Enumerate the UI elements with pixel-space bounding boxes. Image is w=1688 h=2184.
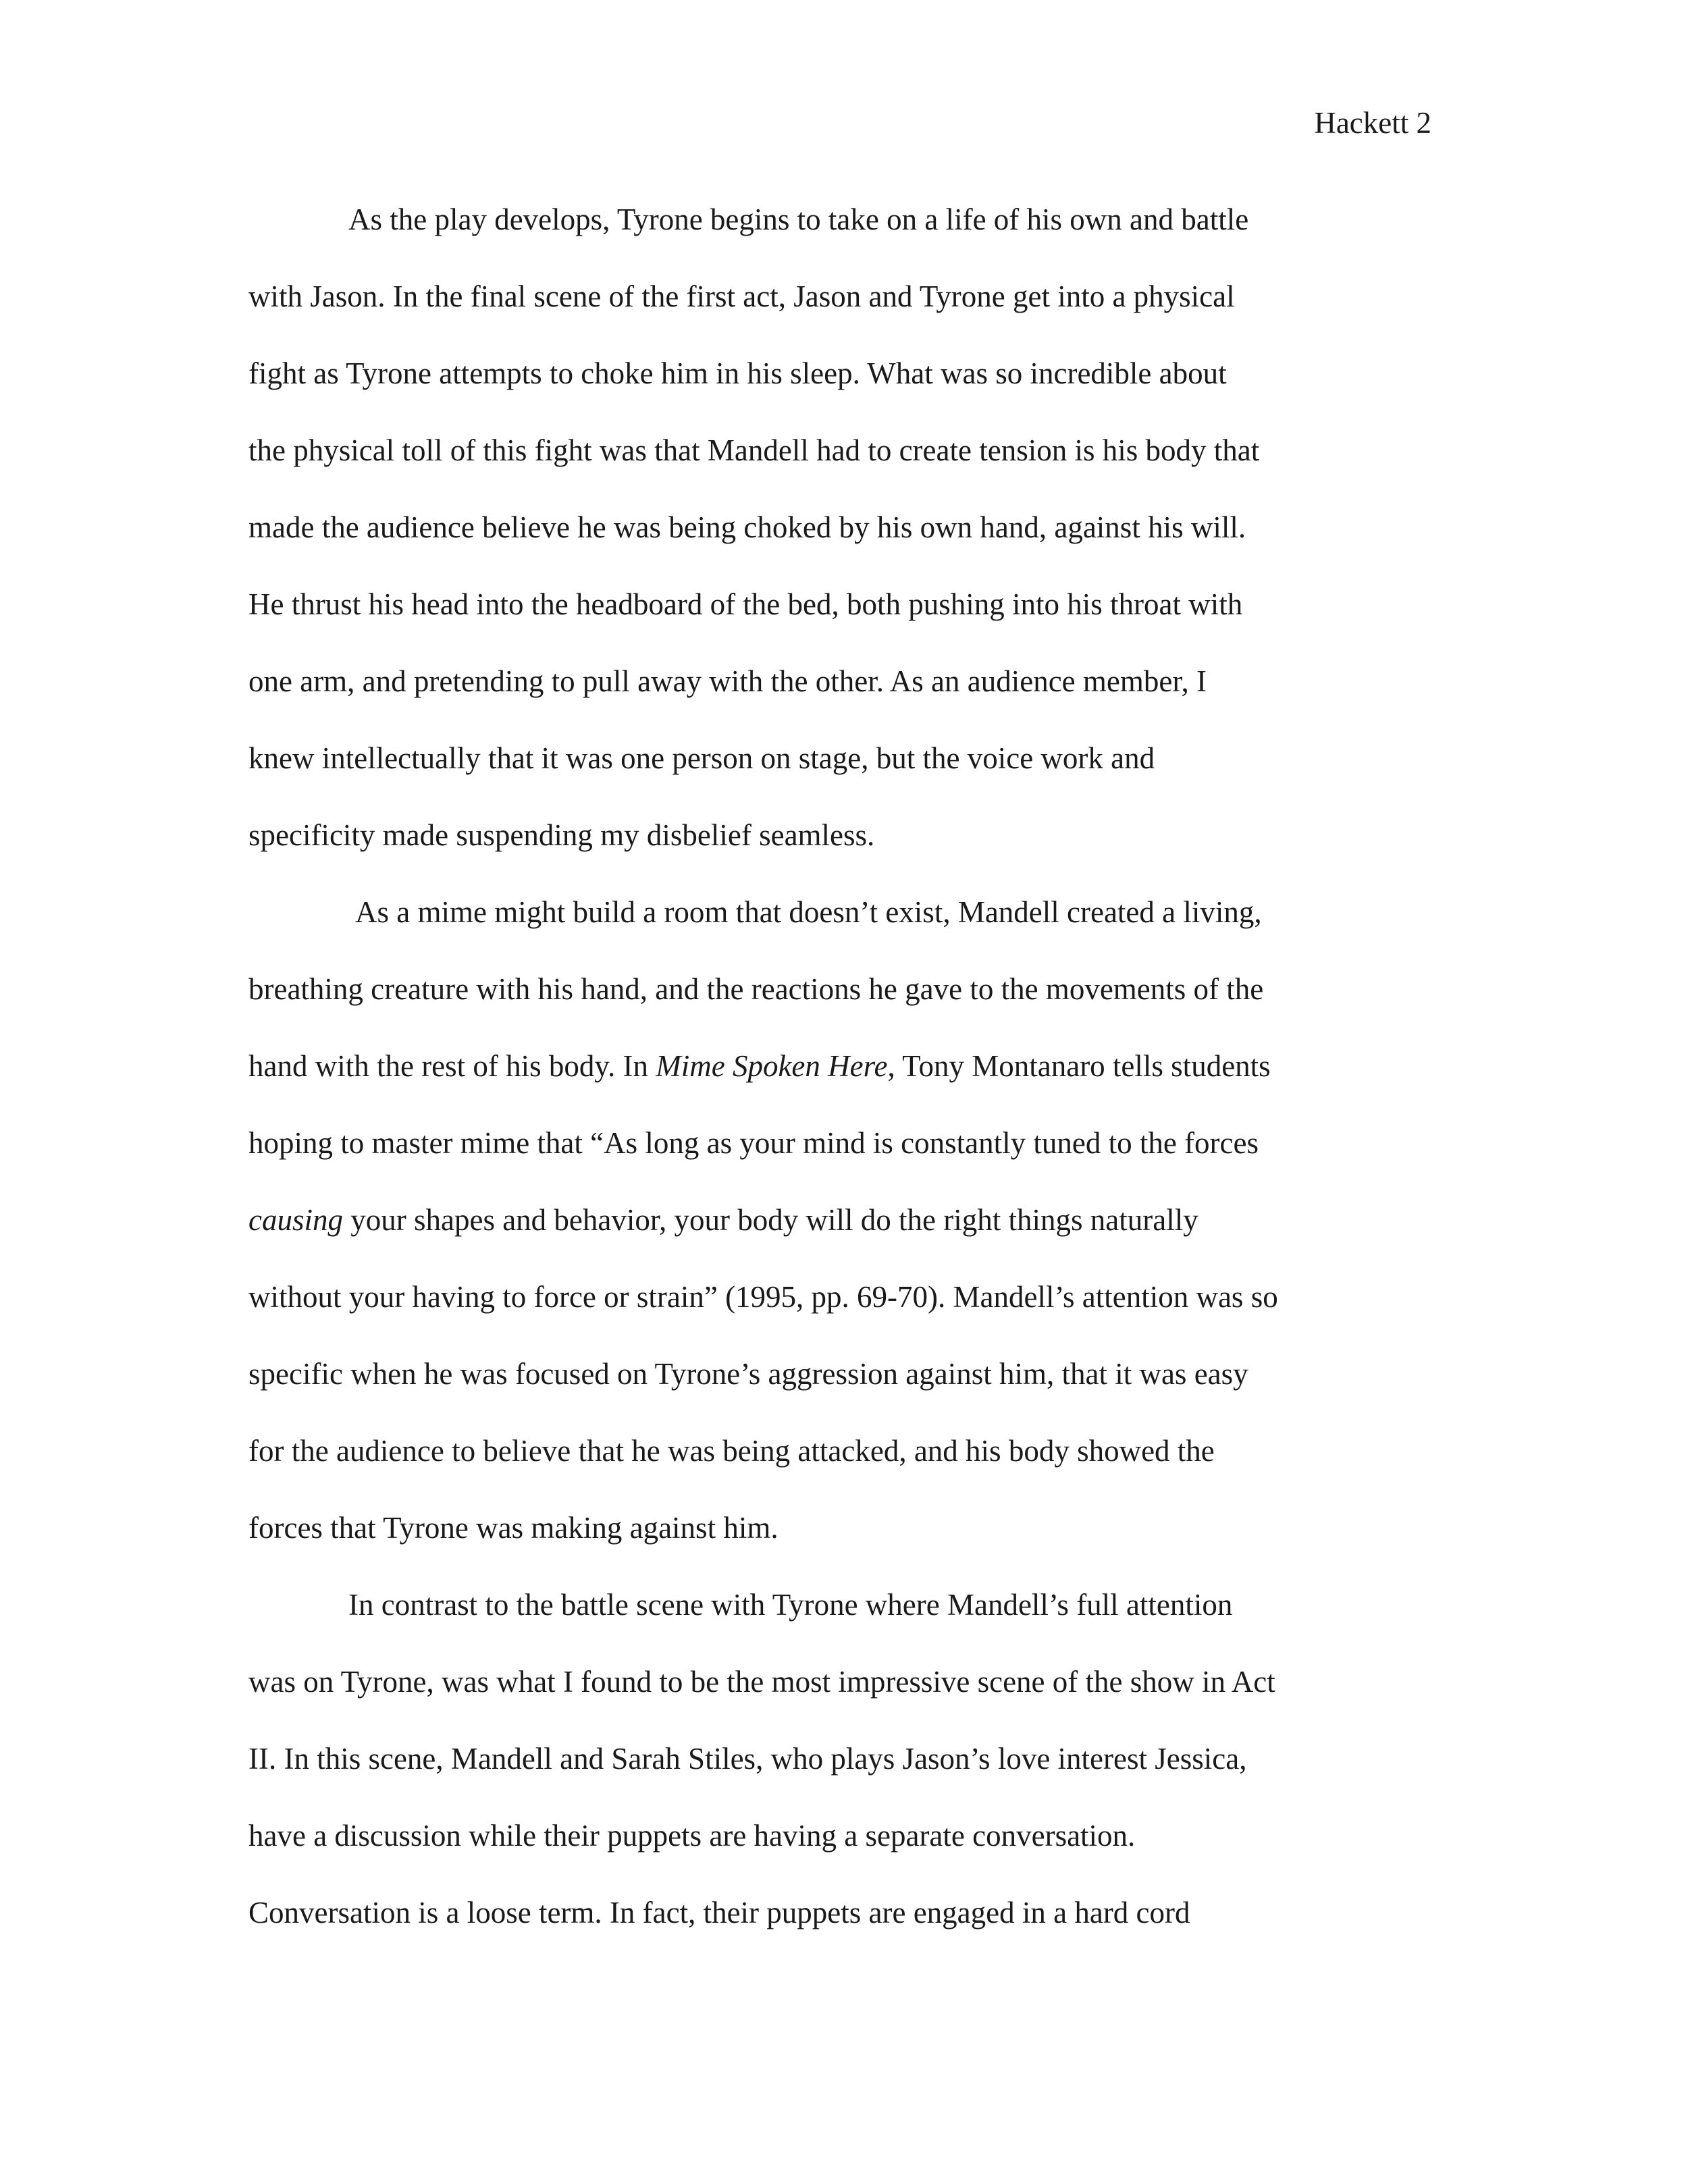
paragraph-1-line-5: made the audience believe he was being choked by his own hand, against his will. (248, 510, 1246, 544)
paragraph-3-line-5: Conversation is a loose term. In fact, their puppets are engaged in a hard cord (248, 1896, 1190, 1929)
paragraph-3-line-1: In contrast to the battle scene with Tyrone where Mandell’s full attention (348, 1588, 1233, 1622)
paragraph-2-line-5 (248, 1196, 1457, 1273)
paragraph-2-line-8: for the audience to believe that he was being attacked, and his body showed the (248, 1434, 1215, 1468)
paragraph-3-line-4: have a discussion while their puppets are having a separate conversation. (248, 1819, 1136, 1853)
paragraph-3-line-3: II. In this scene, Mandell and Sarah Stiles, who plays Jason’s love interest Jessica, (248, 1742, 1247, 1776)
running-head: Hackett 2 (1314, 106, 1431, 140)
paragraph-2-line-5-end: your shapes and behavior, your body will do the right things naturally (343, 1203, 1198, 1237)
paragraph-1-line-9: specificity made suspending my disbelief seamless. (248, 818, 875, 852)
paragraph-1-line-3: fight as Tyrone attempts to choke him in his sleep. What was so incredible about (248, 356, 1227, 390)
paragraph-1-line-6: He thrust his head into the headboard of the bed, both pushing into his throat with (248, 587, 1243, 621)
paragraph-2-line-7: specific when he was focused on Tyrone’s aggression against him, that it was easy (248, 1357, 1248, 1391)
essay-body (248, 196, 1457, 1966)
paragraph-1-line-2: with Jason. In the final scene of the first act, Jason and Tyrone get into a physical (248, 279, 1235, 313)
paragraph-1-line-4: the physical toll of this fight was that Mandell had to create tension is his body that (248, 433, 1260, 467)
paragraph-2-line-3 (248, 1042, 1457, 1119)
paragraph-3-line-2: was on Tyrone, was what I found to be the most impressive scene of the show in Act (248, 1665, 1275, 1699)
paragraph-2-line-9: forces that Tyrone was making against him. (248, 1511, 779, 1545)
paragraph-2-line-6: without your having to force or strain” (1995, pp. 69-70). Mandell’s attention was so (248, 1280, 1278, 1314)
book-title: Mime Spoken Here (656, 1049, 888, 1083)
paragraph-2-line-4: hoping to master mime that “As long as your mind is constantly tuned to the forces (248, 1126, 1259, 1160)
paragraph-2-line-2: breathing creature with his hand, and the reactions he gave to the movements of the (248, 972, 1264, 1006)
paragraph-2-line-1: As a mime might build a room that doesn’t exist, Mandell created a living, (355, 895, 1262, 929)
paragraph-1-line-7: one arm, and pretending to pull away with the other. As an audience member, I (248, 664, 1207, 698)
paragraph-1-line-8: knew intellectually that it was one person on stage, but the voice work and (248, 741, 1155, 775)
emphasis-word: causing (248, 1203, 343, 1237)
paragraph-2-line-3-end: , Tony Montanaro tells students (887, 1049, 1271, 1083)
paragraph-2-line-3-start: hand with the rest of his body. In (248, 1049, 656, 1083)
paragraph-1-line-1: As the play develops, Tyrone begins to take on a life of his own and battle (348, 203, 1249, 236)
